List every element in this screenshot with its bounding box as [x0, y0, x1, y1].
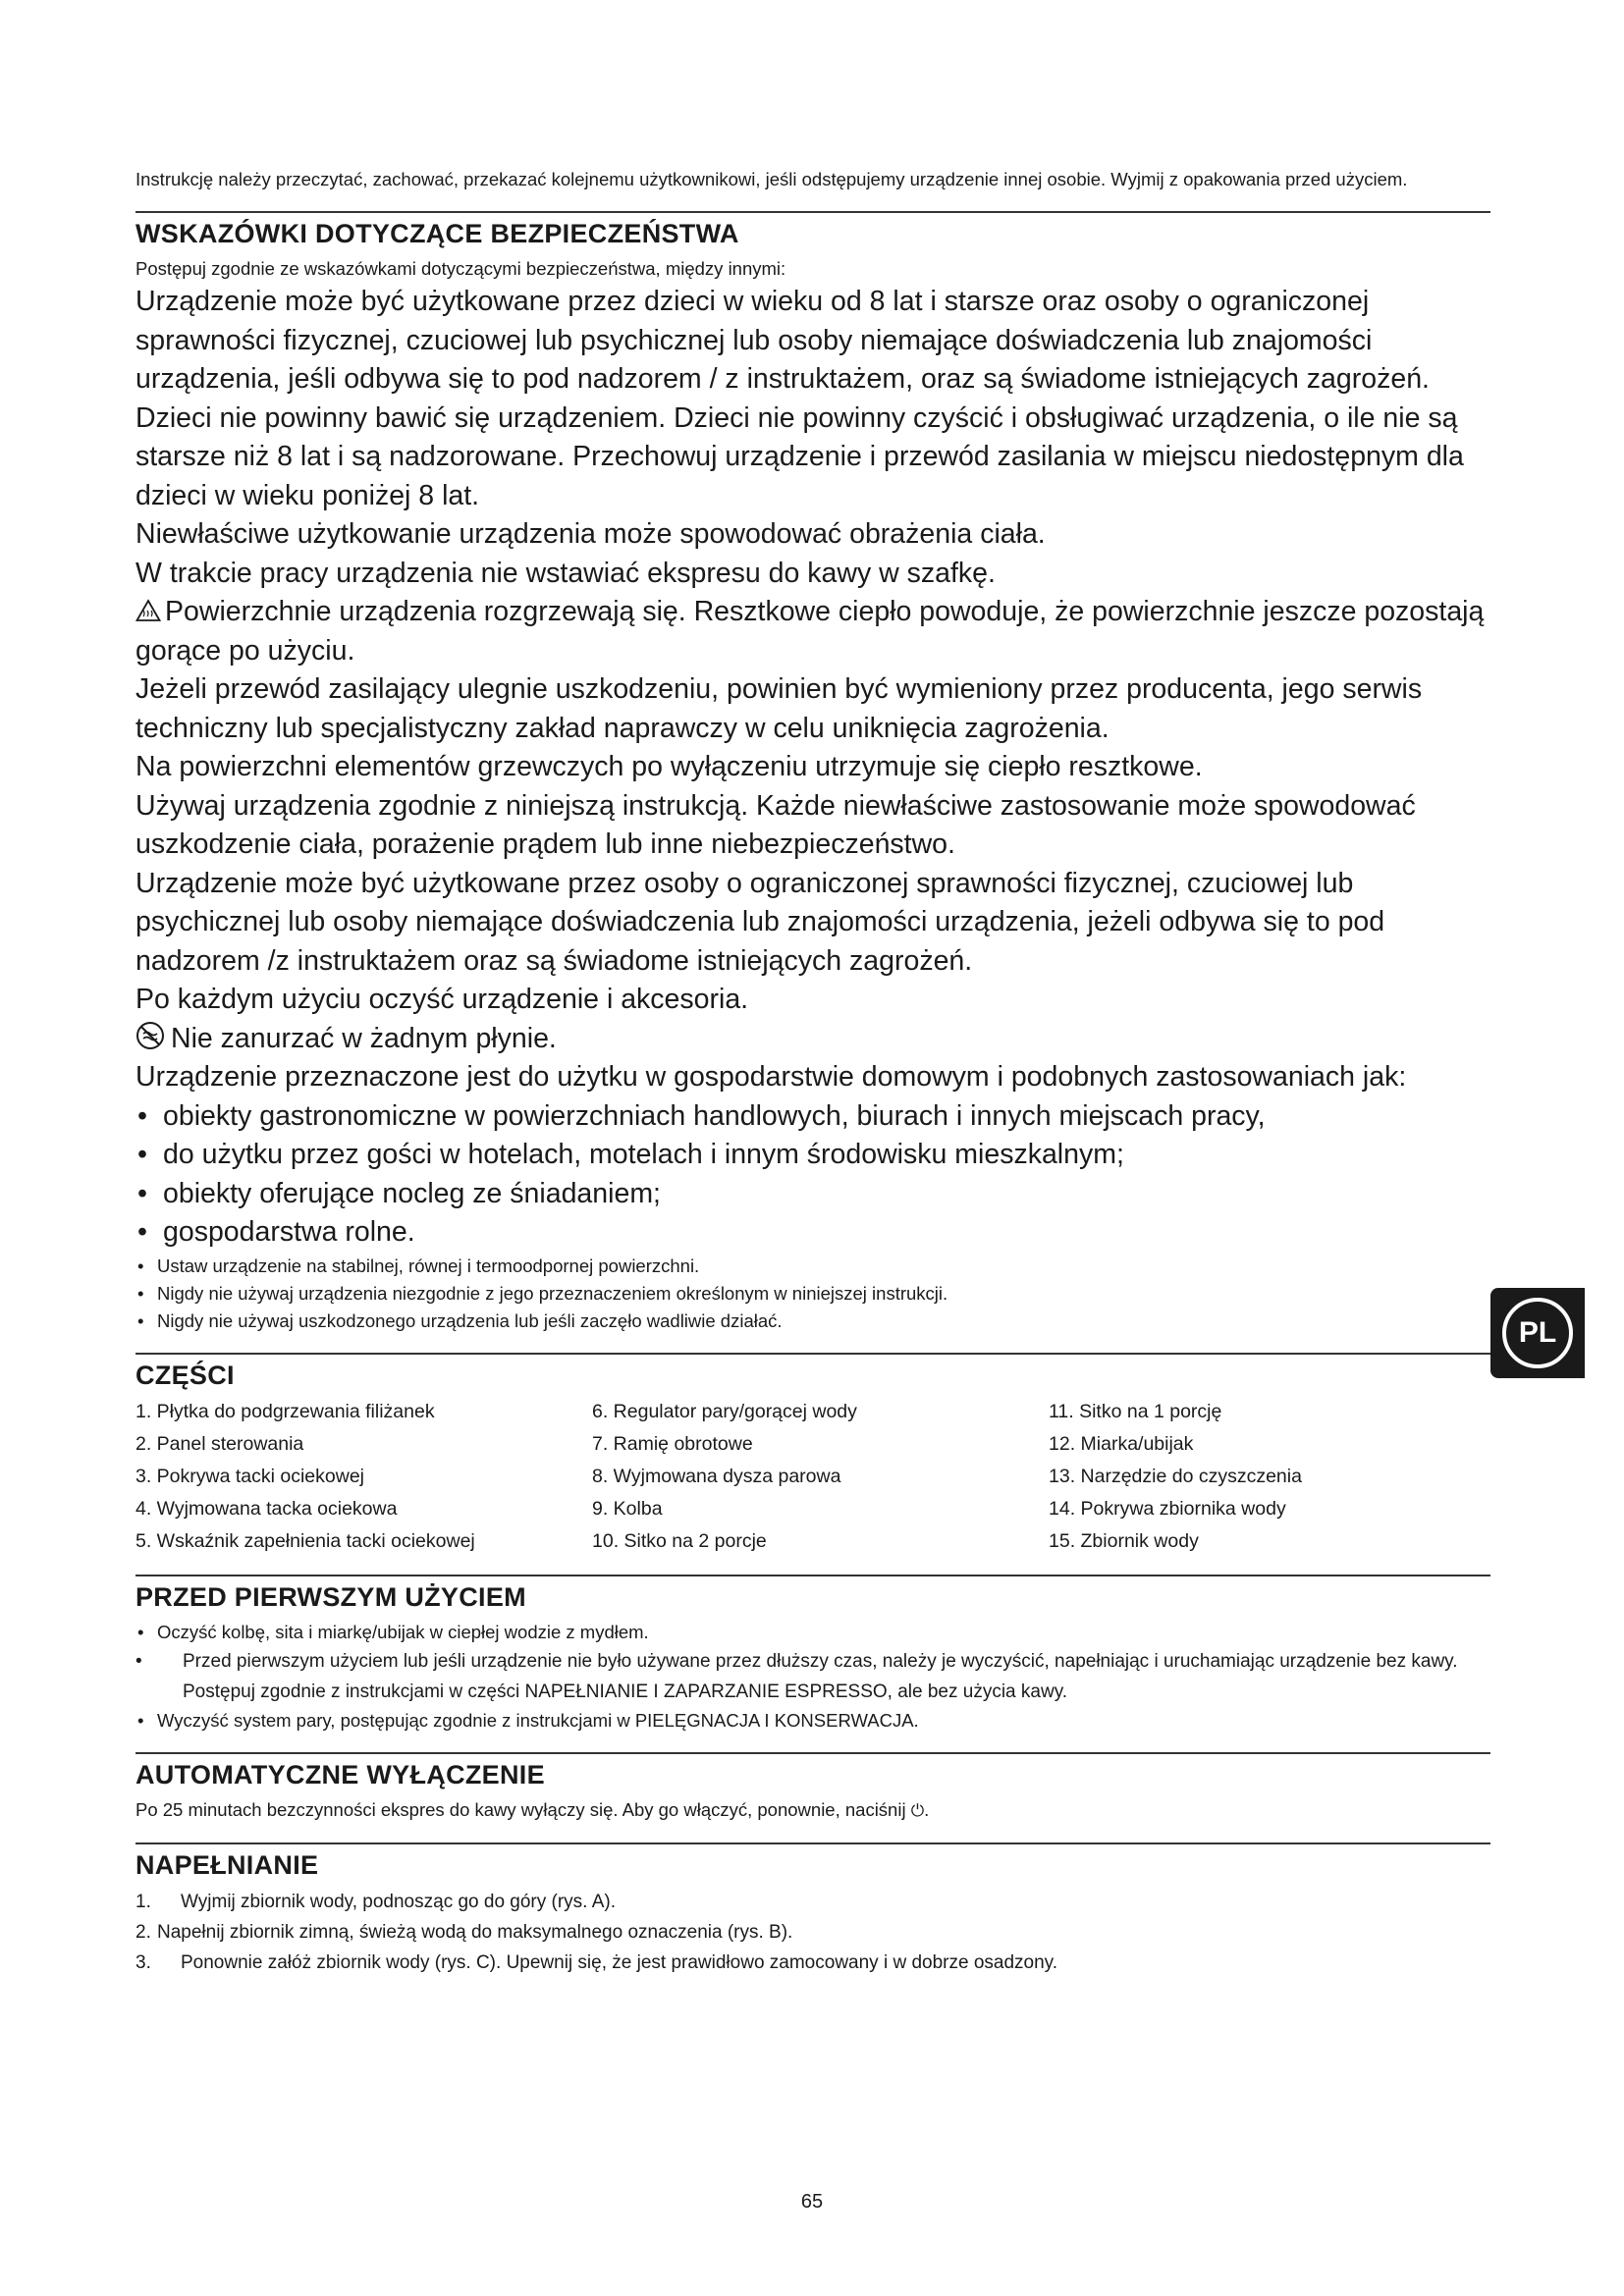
part-item: 9. Kolba [592, 1497, 663, 1520]
filling-section [135, 1842, 1490, 1978]
list-item: • Wyczyść system pary, postępując zgodnie z instrukcjami w PIELĘGNACJA I KONSERWACJA. [135, 1707, 1490, 1735]
safety-paragraph: Używaj urządzenia zgodnie z niniejszą instrukcją. Każde niewłaściwe zastosowanie może spowodować uszkodzenie ciała, porażenie prądem lub inne niebezpieczeństwo. [135, 789, 1416, 860]
safety-lead: Postępuj zgodnie ze wskazówkami dotyczącymi bezpieczeństwa, między innymi: [135, 258, 786, 279]
list-item [135, 1917, 1490, 1948]
parts-section [135, 1353, 1490, 1557]
list-item: • Nigdy nie używaj urządzenia niezgodnie z jego przeznaczeniem określonym w niniejszej instrukcji. [135, 1280, 1490, 1308]
language-badge [1490, 1288, 1585, 1378]
list-item: • Przed pierwszym użyciem lub jeśli urządzenie nie było używane przez dłuższy czas, należy je wyczyścić, napełniając i uruchamiając urządzenie bez kawy. Postępuj zgodnie z instrukcjami w części NAPEŁNIANIE I ZAPARZANIE ESPRESSO, ale bez użycia kawy. [135, 1650, 1458, 1702]
safety-paragraph: Urządzenie przeznaczone jest do użytku w gospodarstwie domowym i podobnych zastosowaniach jak: [135, 1061, 1407, 1093]
auto-off-text [135, 1796, 1490, 1825]
auto-off-period: . [924, 1798, 930, 1820]
step-text: Wyjmij zbiornik wody, podnosząc go do góry (rys. A). [181, 1891, 616, 1912]
step-number: 2. [135, 1921, 151, 1943]
part-item: 14. Pokrywa zbiornika wody [1049, 1497, 1286, 1520]
language-badge-label: PL [1502, 1298, 1573, 1368]
part-item: 5. Wskaźnik zapełnienia tacki ociekowej [135, 1529, 475, 1552]
safety-paragraph: Jeżeli przewód zasilający ulegnie uszkodzeniu, powinien być wymieniony przez producenta, jego serwis techniczny lub specjalistyczny zakład naprawczy w celu uniknięcia zagrożenia. [135, 673, 1423, 744]
list-item-text: Przed pierwszym użyciem lub jeśli urządzenie nie było używane przez dłuższy czas, należy je wyczyścić, napełniając i uruchamiając urządzenie bez kawy. Postępuj zgodnie z instrukcjami w części NAPEŁNIANIE I ZAPARZANIE ESPRESSO, ale bez użycia kawy. [183, 1650, 1458, 1702]
safety-section [135, 211, 1490, 1335]
list-item: • do użytku przez gości w hotelach, motelach i innym środowisku mieszkalnym; [135, 1136, 1490, 1175]
step-number: 1. [135, 1891, 151, 1912]
no-immersion-text: Nie zanurzać w żadnym płynie. [171, 1022, 557, 1054]
filling-title: NAPEŁNIANIE [135, 1849, 319, 1880]
list-item [135, 1887, 1490, 1917]
section-divider [135, 1353, 1490, 1391]
safety-title: WSKAZÓWKI DOTYCZĄCE BEZPIECZEŃSTWA [135, 219, 739, 248]
section-divider [135, 1752, 1490, 1790]
power-icon: ⏻ [910, 1800, 925, 1821]
hot-surface-text: Powierzchnie urządzenia rozgrzewają się. Resztkowe ciepło powoduje, że powierzchnie jeszcze pozostają gorące po użyciu. [135, 596, 1485, 667]
safety-paragraph: Po każdym użyciu oczyść urządzenie i akcesoria. [135, 984, 749, 1015]
part-item: 13. Narzędzie do czyszczenia [1049, 1465, 1302, 1487]
part-item: 6. Regulator pary/gorącej wody [592, 1400, 857, 1422]
list-item: • Ustaw urządzenie na stabilnej, równej i termoodpornej powierzchni. [135, 1253, 1490, 1280]
step-number: 3. [135, 1951, 151, 1973]
safety-paragraph: Niewłaściwe użytkowanie urządzenia może spowodować obrażenia ciała. [135, 518, 1046, 550]
part-item: 1. Płytka do podgrzewania filiżanek [135, 1400, 435, 1422]
list-item: • obiekty oferujące nocleg ze śniadaniem; [135, 1175, 1490, 1214]
list-item [135, 1948, 1490, 1978]
section-divider [135, 1575, 1490, 1613]
hot-surface-warning [135, 593, 1490, 670]
no-immersion-icon [135, 1021, 165, 1050]
part-item: 7. Ramię obrotowe [592, 1432, 753, 1455]
parts-title: CZĘŚCI [135, 1360, 235, 1390]
document-page [135, 165, 1490, 1978]
no-immersion-warning [135, 1020, 1490, 1059]
section-divider [135, 211, 1490, 249]
list-item: • Nigdy nie używaj uszkodzonego urządzenia lub jeśli zaczęło wadliwie działać. [135, 1308, 1490, 1335]
parts-list [135, 1397, 1490, 1557]
part-item: 10. Sitko na 2 porcje [592, 1529, 767, 1552]
safety-paragraph: Urządzenie może być użytkowane przez osoby o ograniczonej sprawności fizycznej, czuciowej lub psychicznej lub osoby niemające doświadczenia lub znajomości urządzenia, jeżeli odbywa się to pod nadzorem /z instruktażem oraz są świadome istniejących zagrożeń. [135, 867, 1385, 977]
part-item: 4. Wyjmowana tacka ociekowa [135, 1497, 398, 1520]
intro-text: Instrukcję należy przeczytać, zachować, przekazać kolejnemu użytkownikowi, jeśli odstępujemy urządzenie innej osobie. Wyjmij z opakowania przed użyciem. [135, 169, 1408, 189]
part-item: 11. Sitko na 1 porcję [1049, 1400, 1222, 1422]
safety-paragraph: Urządzenie może być użytkowane przez dzieci w wieku od 8 lat i starsze oraz osoby o ograniczonej sprawności fizycznej, czuciowej lub psychicznej lub osoby niemające doświadczenia lub znajomości urządzenia, jeśli odbywa się to pod nadzorem / z instruktażem, oraz są świadome istniejących zagrożeń. Dzieci nie powinny bawić się urządzeniem. Dzieci nie powinny czyścić i obsługiwać urządzenia, o ile nie są starsze niż 8 lat i są nadzorowane. Przechowuj urządzenie i przewód zasilania w miejscu niedostępnym dla dzieci w wieku poniżej 8 lat. [135, 286, 1464, 511]
part-item: 8. Wyjmowana dysza parowa [592, 1465, 841, 1487]
first-use-title: PRZED PIERWSZYM UŻYCIEM [135, 1581, 526, 1612]
list-item: • obiekty gastronomiczne w powierzchniach handlowych, biurach i innych miejscach pracy, [135, 1097, 1490, 1137]
auto-off-section [135, 1752, 1490, 1825]
step-text: Napełnij zbiornik zimną, świeżą wodą do maksymalnego oznaczenia (rys. B). [157, 1921, 793, 1943]
list-item: • gospodarstwa rolne. [135, 1213, 1490, 1253]
section-divider [135, 1842, 1490, 1881]
auto-off-title: AUTOMATYCZNE WYŁĄCZENIE [135, 1759, 545, 1789]
part-item: 12. Miarka/ubijak [1049, 1432, 1194, 1455]
first-use-section [135, 1575, 1490, 1735]
list-item: • Oczyść kolbę, sita i miarkę/ubijak w ciepłej wodzie z mydłem. [135, 1619, 1490, 1646]
part-item: 2. Panel sterowania [135, 1432, 304, 1455]
warning-triangle-icon [135, 599, 161, 622]
safety-paragraph: Na powierzchni elementów grzewczych po wyłączeniu utrzymuje się ciepło resztkowe. [135, 751, 1203, 782]
step-text: Ponownie załóż zbiornik wody (rys. C). Upewnij się, że jest prawidłowo zamocowany i w dobrze osadzony. [181, 1951, 1058, 1973]
auto-off-sentence: Po 25 minutach bezczynności ekspres do kawy wyłączy się. Aby go włączyć, ponownie, naciśnij [135, 1798, 906, 1820]
page-number: 65 [800, 2191, 824, 2213]
safety-paragraph: W trakcie pracy urządzenia nie wstawiać ekspresu do kawy w szafkę. [135, 557, 996, 589]
part-item: 15. Zbiornik wody [1049, 1529, 1199, 1552]
part-item: 3. Pokrywa tacki ociekowej [135, 1465, 365, 1487]
